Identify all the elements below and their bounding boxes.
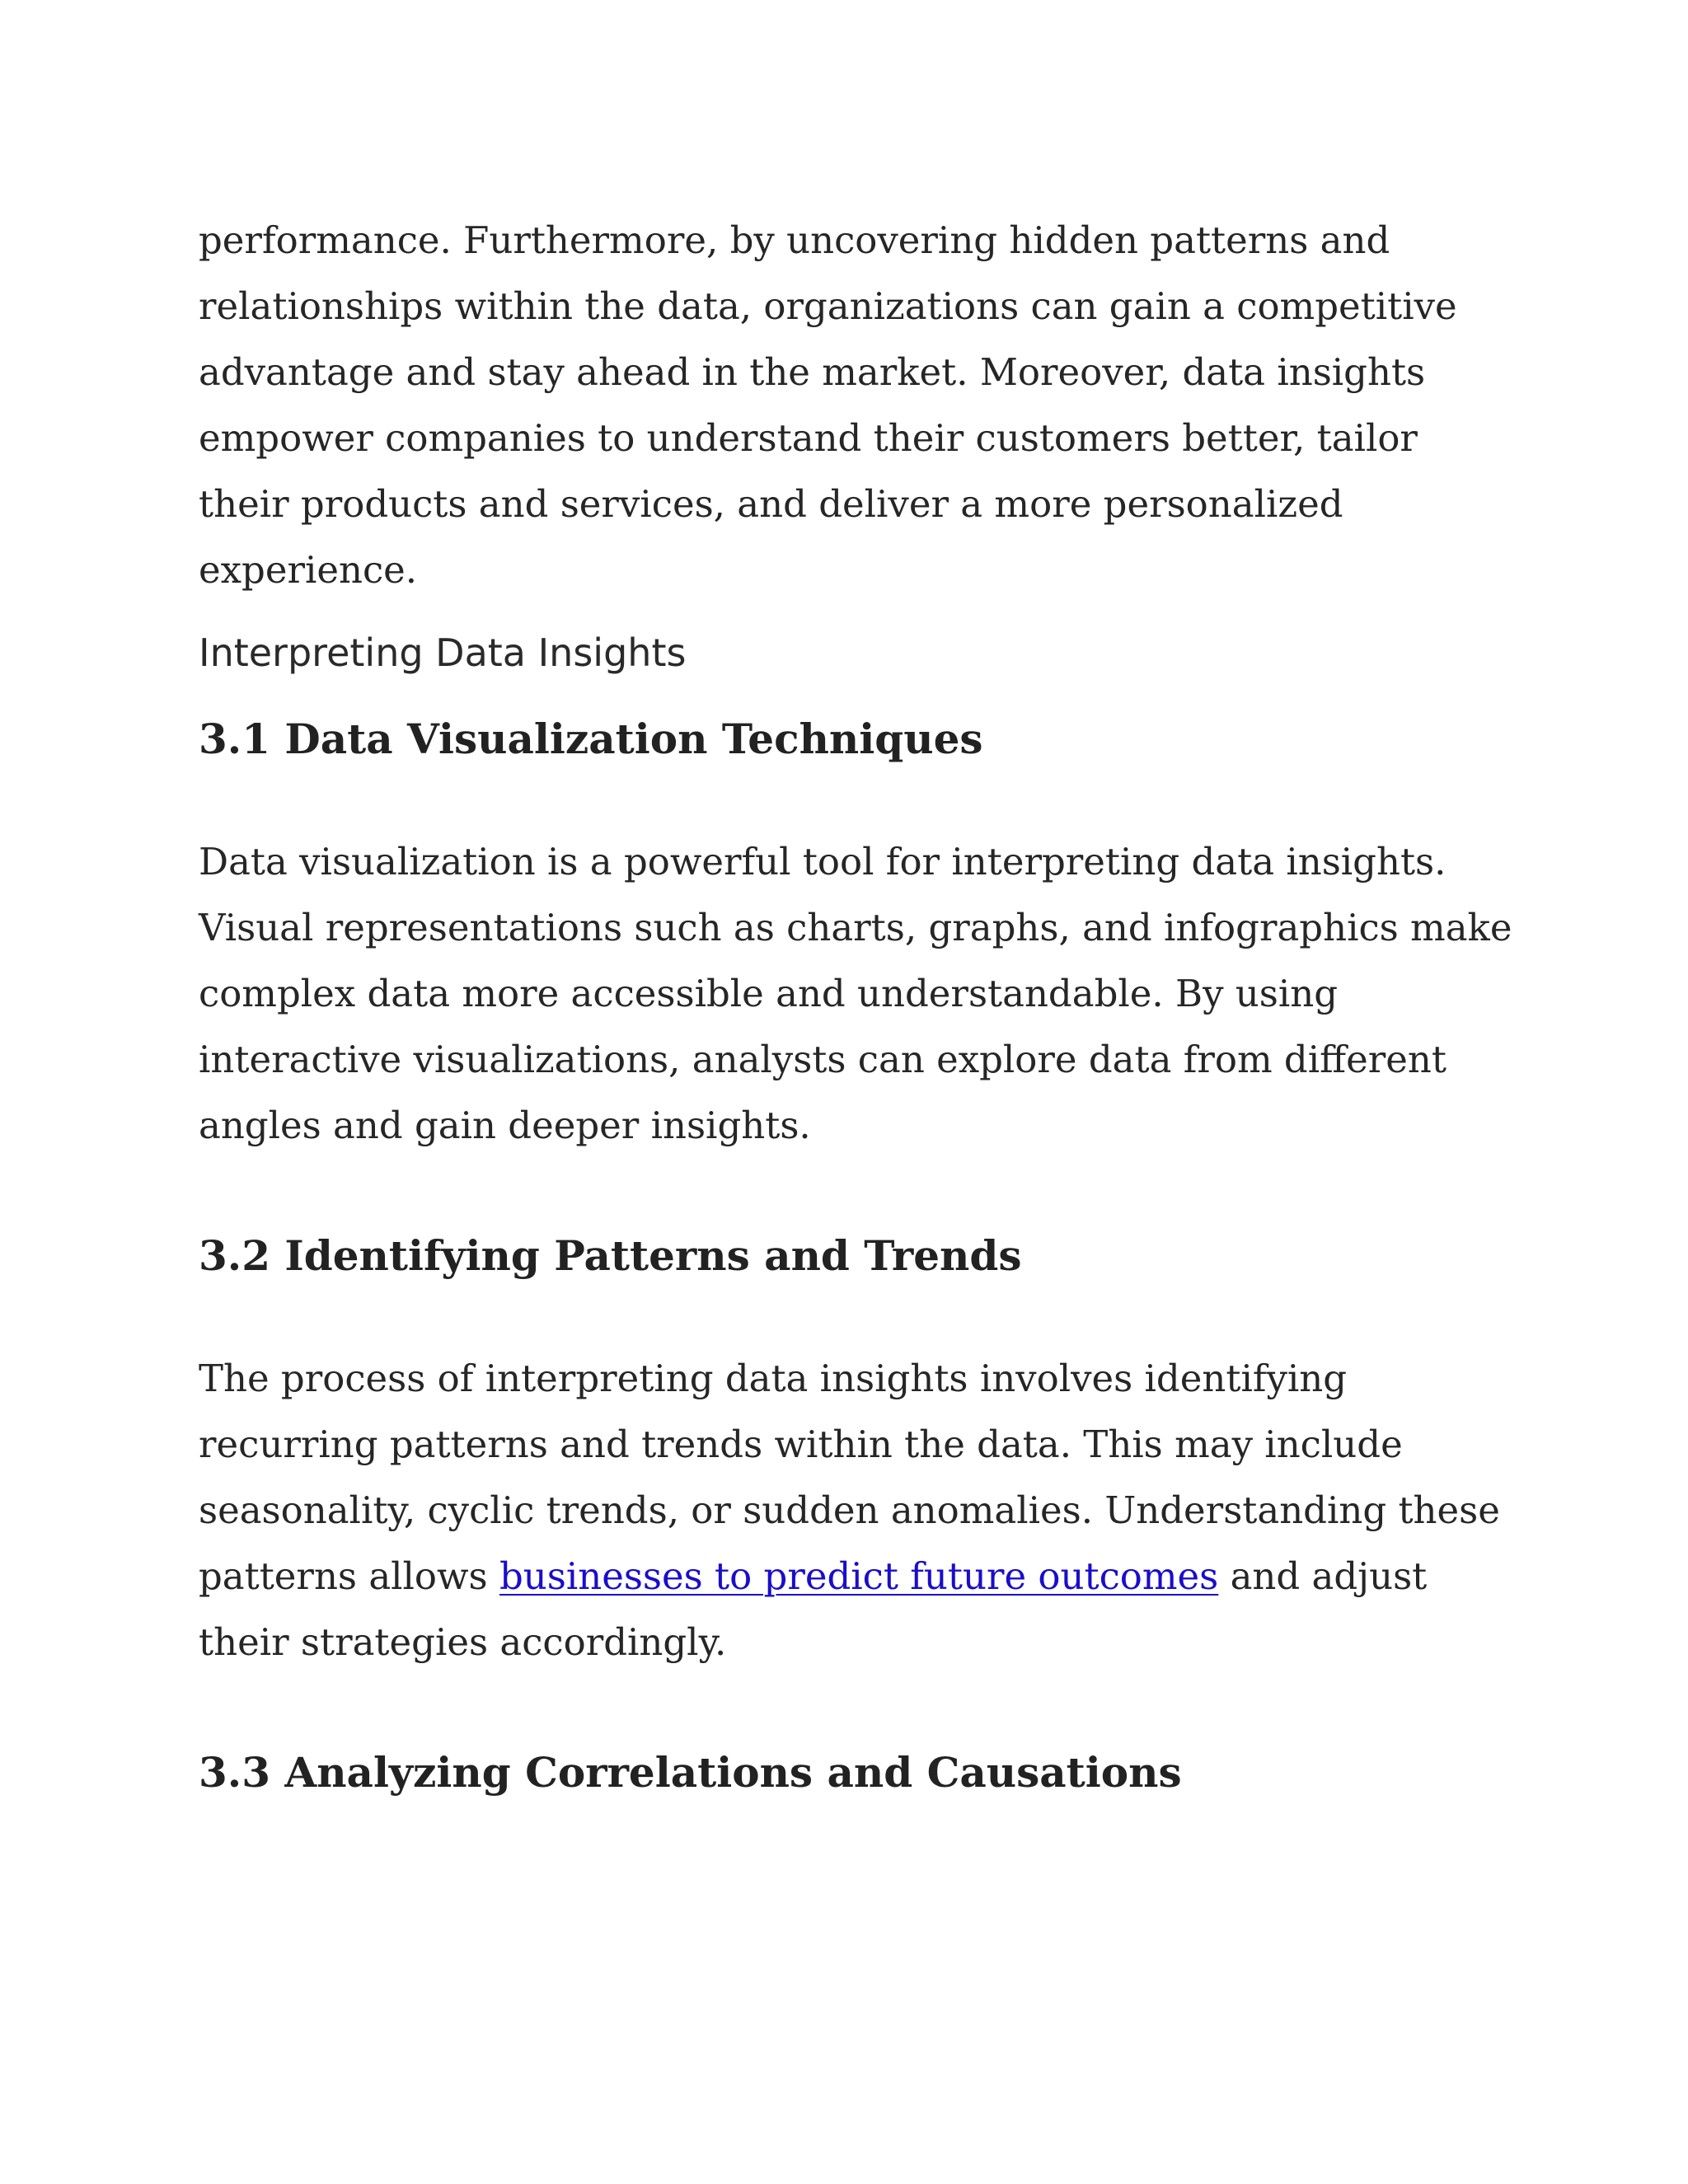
heading-patterns-trends: 3.2 Identifying Patterns and Trends bbox=[199, 1231, 1022, 1280]
heading-data-visualization: 3.1 Data Visualization Techniques bbox=[199, 715, 983, 763]
intro-paragraph: performance. Furthermore, by uncovering hidden patterns and relationships within the data, organizations can gain a competitive advantage and stay ahead in the market. Moreover, data insights empower companies to understand their customers better, tailor their products and services, and deliver a more personalized experience. bbox=[199, 218, 1457, 592]
paragraph-patterns-trends bbox=[199, 1346, 1517, 1675]
paragraph-text-before-link: The process of interpreting data insights involves identifying recurring patterns and trends within the data. This may include seasonality, cyclic trends, or sudden anomalies. Understanding these patterns allows bbox=[199, 1357, 1500, 1598]
heading-correlations-causations: 3.3 Analyzing Correlations and Causations bbox=[199, 1748, 1182, 1797]
predict-outcomes-link[interactable]: businesses to predict future outcomes bbox=[499, 1554, 1219, 1598]
section-title: Interpreting Data Insights bbox=[199, 630, 687, 675]
paragraph-text-after-link: and adjust their strategies accordingly. bbox=[199, 1554, 1428, 1664]
paragraph-data-visualization: Data visualization is a powerful tool for interpreting data insights. Visual representations such as charts, graphs, and infographics make complex data more accessible and understandable. By using interactive visualizations, analysts can explore data from different angles and gain deeper insights. bbox=[199, 840, 1512, 1147]
document-content bbox=[199, 208, 1517, 1802]
